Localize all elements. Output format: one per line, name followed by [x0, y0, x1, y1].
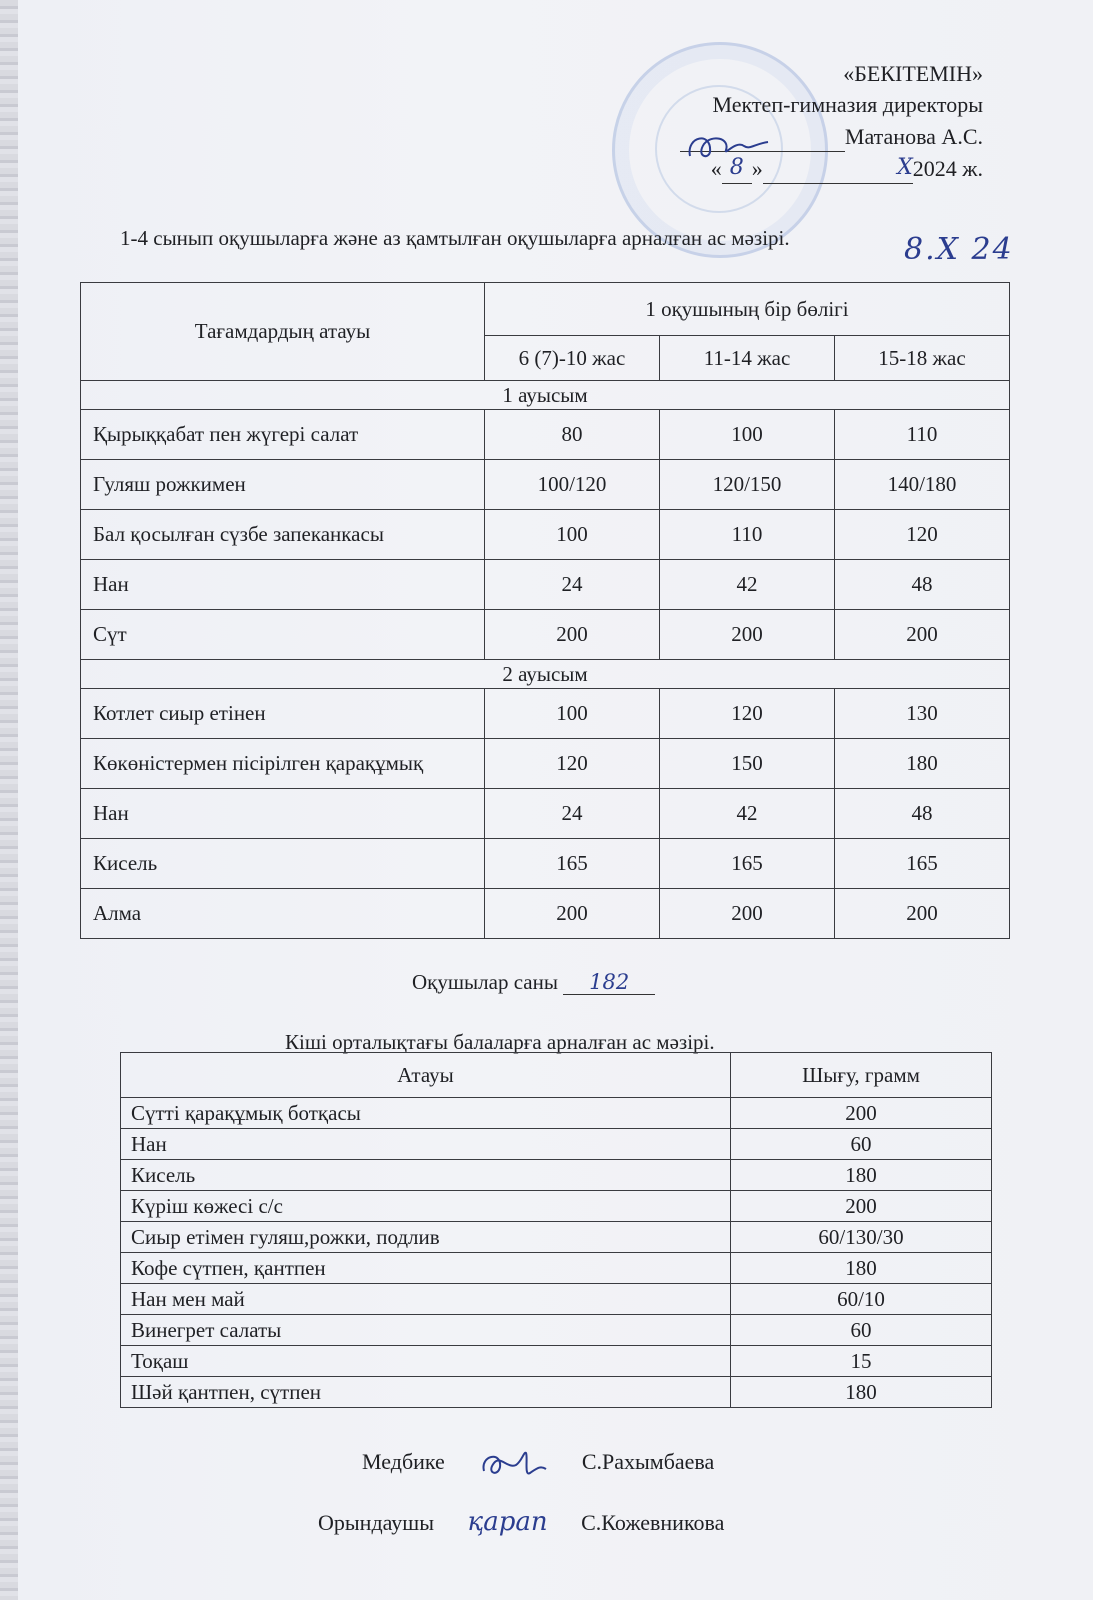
dish-name: Винегрет салаты [121, 1315, 731, 1346]
portion-value: 200 [835, 610, 1010, 660]
dish-name: Кисель [121, 1160, 731, 1191]
table-row [81, 739, 1010, 789]
output-value: 60 [731, 1315, 992, 1346]
portion-value: 165 [660, 839, 835, 889]
portion-value: 80 [485, 410, 660, 460]
dish-name: Нан [121, 1129, 731, 1160]
nurse-signature [478, 1447, 548, 1481]
nurse-name: С.Рахымбаева [581, 1449, 715, 1475]
date-month: X [763, 152, 913, 184]
output-value: 60/10 [731, 1284, 992, 1315]
executor-label: Орындаушы [318, 1510, 435, 1535]
col-name-header: Тағамдардың атауы [81, 283, 485, 381]
dish-name: Котлет сиыр етінен [81, 689, 485, 739]
table-row [81, 510, 1010, 560]
portion-value: 110 [660, 510, 835, 560]
portion-value: 140/180 [835, 460, 1010, 510]
executor-signature: қарап [467, 1507, 548, 1537]
portion-value: 42 [660, 789, 835, 839]
dish-name: Гуляш рожкимен [81, 460, 485, 510]
portion-value: 180 [835, 739, 1010, 789]
table-row [121, 1129, 992, 1160]
menu1-title: 1-4 сынып оқушыларға және аз қамтылған оқушыларға арналған ас мәзірі. [120, 226, 790, 250]
table-row [121, 1222, 992, 1253]
dish-name: Бал қосылған сүзбе запеканкасы [81, 510, 485, 560]
portion-value: 100/120 [485, 460, 660, 510]
student-count-value: 182 [563, 970, 655, 995]
menu1-table [80, 282, 1010, 939]
portion-value: 200 [660, 610, 835, 660]
portion-value: 24 [485, 560, 660, 610]
portion-value: 24 [485, 789, 660, 839]
portion-value: 120 [835, 510, 1010, 560]
portion-value: 200 [485, 889, 660, 939]
table-row [121, 1098, 992, 1129]
portion-value: 120/150 [660, 460, 835, 510]
output-value: 60/130/30 [731, 1222, 992, 1253]
student-count [412, 970, 655, 995]
portion-value: 200 [660, 889, 835, 939]
nurse-signature-line [362, 1447, 714, 1481]
portion-value: 130 [835, 689, 1010, 739]
portion-value: 42 [660, 560, 835, 610]
table-row [81, 839, 1010, 889]
director-signature [682, 126, 772, 166]
dish-name: Шәй қантпен, сүтпен [121, 1377, 731, 1408]
executor-name: С.Кожевникова [581, 1510, 725, 1535]
dish-name: Сиыр етімен гуляш,рожки, подлив [121, 1222, 731, 1253]
output-value: 200 [731, 1191, 992, 1222]
portion-value: 150 [660, 739, 835, 789]
table-row [81, 789, 1010, 839]
portion-value: 120 [660, 689, 835, 739]
table-row [121, 1191, 992, 1222]
menu2-table [120, 1052, 992, 1408]
dish-name: Алма [81, 889, 485, 939]
shift2-label: 2 ауысым [81, 660, 1010, 689]
table-row [121, 1253, 992, 1284]
dish-name: Көкөністермен пісірілген қарақұмық [81, 739, 485, 789]
date-day: 8 [722, 152, 752, 184]
date-quote-open: « [710, 156, 722, 181]
approval-heading: «БЕКІТЕМІН» [843, 61, 983, 86]
portion-value: 165 [835, 839, 1010, 889]
page-edge [0, 0, 18, 1600]
output-value: 180 [731, 1377, 992, 1408]
dish-name: Кисель [81, 839, 485, 889]
dish-name: Нан мен май [121, 1284, 731, 1315]
menu2-name-header: Атауы [121, 1053, 731, 1098]
menu2-value-header: Шығу, грамм [731, 1053, 992, 1098]
table-row [81, 889, 1010, 939]
output-value: 60 [731, 1129, 992, 1160]
dish-name: Қырыққабат пен жүгері салат [81, 410, 485, 460]
portion-value: 100 [485, 689, 660, 739]
menu2-title: Кіші орталықтағы балаларға арналған ас мәзірі. [285, 1030, 715, 1054]
portion-group-header: 1 оқушының бір бөлігі [485, 283, 1010, 336]
portion-value: 48 [835, 789, 1010, 839]
portion-value: 110 [835, 410, 1010, 460]
table-row [81, 610, 1010, 660]
table-row [121, 1377, 992, 1408]
table-row [121, 1160, 992, 1191]
output-value: 180 [731, 1253, 992, 1284]
portion-value: 165 [485, 839, 660, 889]
output-value: 200 [731, 1098, 992, 1129]
dish-name: Нан [81, 789, 485, 839]
dish-name: Нан [81, 560, 485, 610]
portion-value: 120 [485, 739, 660, 789]
date-quote-close: » [751, 156, 763, 181]
portion-value: 48 [835, 560, 1010, 610]
dish-name: Сүт [81, 610, 485, 660]
table-row [81, 689, 1010, 739]
approval-position: Мектеп-гимназия директоры [712, 92, 983, 117]
dish-name: Кофе сүтпен, қантпен [121, 1253, 731, 1284]
executor-signature-line [318, 1507, 724, 1537]
portion-value: 200 [485, 610, 660, 660]
shift1-label: 1 ауысым [81, 381, 1010, 410]
table-row [81, 410, 1010, 460]
dish-name: Күріш көжесі с/с [121, 1191, 731, 1222]
output-value: 180 [731, 1160, 992, 1191]
nurse-label: Медбике [362, 1449, 445, 1475]
age-header-2: 11-14 жас [660, 336, 835, 381]
portion-value: 100 [485, 510, 660, 560]
dish-name: Сүтті қарақұмық ботқасы [121, 1098, 731, 1129]
director-name: Матанова А.С. [844, 124, 983, 149]
age-header-3: 15-18 жас [835, 336, 1010, 381]
table-row [121, 1284, 992, 1315]
table-row [81, 560, 1010, 610]
table-row [81, 460, 1010, 510]
handwritten-date: 8.Х 24 [904, 232, 1014, 267]
student-count-label: Оқушылар саны [412, 970, 558, 994]
portion-value: 100 [660, 410, 835, 460]
table-row [121, 1315, 992, 1346]
dish-name: Тоқаш [121, 1346, 731, 1377]
age-header-1: 6 (7)-10 жас [485, 336, 660, 381]
date-year: 2024 ж. [912, 156, 983, 181]
table-row [121, 1346, 992, 1377]
portion-value: 200 [835, 889, 1010, 939]
output-value: 15 [731, 1346, 992, 1377]
